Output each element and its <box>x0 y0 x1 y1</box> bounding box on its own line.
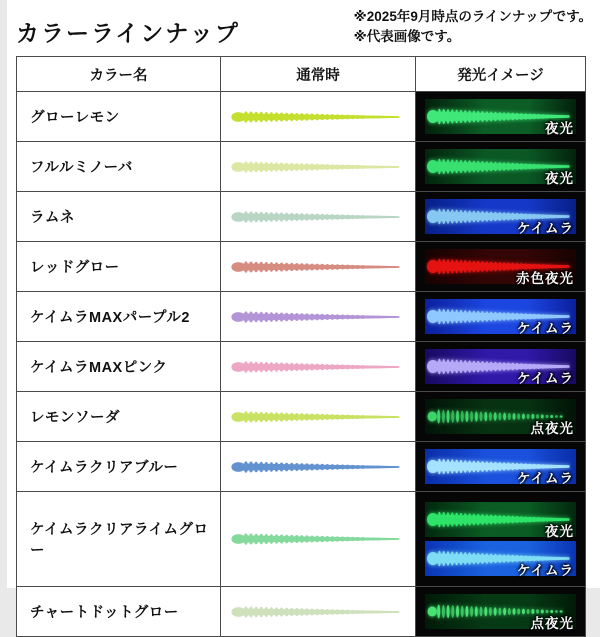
table-row <box>17 92 586 142</box>
table-row <box>17 442 586 492</box>
column-header-color-name: カラー名 <box>17 57 221 92</box>
lure-worm-graphic <box>229 304 407 330</box>
glow-photo <box>425 99 576 134</box>
glow-photo <box>425 249 576 284</box>
lure-worm-graphic <box>229 104 407 130</box>
page-header <box>7 0 600 48</box>
glow-image-cell <box>416 392 586 442</box>
table-header-row <box>17 57 586 92</box>
glow-type-label: ケイムラ <box>516 321 574 336</box>
table-row <box>17 142 586 192</box>
color-lineup-table <box>16 56 586 637</box>
color-name-cell: ラムネ <box>17 192 221 242</box>
color-name-cell: グローレモン <box>17 92 221 142</box>
notes-block <box>354 7 594 48</box>
normal-swatch-cell <box>221 442 416 492</box>
glow-type-label: 点夜光 <box>530 616 574 631</box>
glow-image-cell <box>416 342 586 392</box>
table-row <box>17 342 586 392</box>
lure-worm-graphic <box>229 354 407 380</box>
glow-image-cell <box>416 587 586 637</box>
table-row <box>17 492 586 587</box>
glow-type-label: 点夜光 <box>530 421 574 436</box>
note-line: ※2025年9月時点のラインナップです。 <box>353 9 592 24</box>
normal-swatch-cell <box>221 587 416 637</box>
lure-worm-graphic <box>229 204 407 230</box>
glow-photo <box>425 299 576 334</box>
normal-swatch-cell <box>221 92 416 142</box>
lure-worm-graphic <box>229 526 407 552</box>
glow-type-label: ケイムラ <box>516 563 574 578</box>
normal-swatch-cell <box>221 242 416 292</box>
normal-swatch-cell <box>221 292 416 342</box>
normal-swatch-cell <box>221 142 416 192</box>
page-title: カラーラインナップ <box>16 20 240 46</box>
glow-type-label: ケイムラ <box>516 371 574 386</box>
column-header-normal: 通常時 <box>221 57 416 92</box>
normal-swatch-cell <box>221 342 416 392</box>
glow-image-cell <box>416 92 586 142</box>
color-name-cell: フルルミノーバ <box>17 142 221 192</box>
glow-photo <box>425 349 576 384</box>
glow-type-label: ケイムラ <box>516 221 574 236</box>
glow-image-cell <box>416 292 586 342</box>
lure-worm-graphic <box>229 254 407 280</box>
color-name-cell: レッドグロー <box>17 242 221 292</box>
lure-worm-graphic <box>229 154 407 180</box>
normal-swatch-cell <box>221 392 416 442</box>
glow-image-cell <box>416 442 586 492</box>
table-row <box>17 587 586 637</box>
glow-image-cell <box>416 242 586 292</box>
glow-photo <box>425 149 576 184</box>
column-header-glow-image: 発光イメージ <box>416 57 586 92</box>
glow-photo <box>425 449 576 484</box>
color-name-cell: レモンソーダ <box>17 392 221 442</box>
normal-swatch-cell <box>221 492 416 587</box>
glow-type-label: 夜光 <box>545 171 574 186</box>
note-line: ※代表画像です。 <box>353 29 461 45</box>
glow-photo <box>425 399 576 434</box>
lure-worm-graphic <box>229 404 407 430</box>
content-panel <box>7 0 600 631</box>
glow-photo <box>425 199 576 234</box>
glow-type-label: ケイムラ <box>516 471 574 486</box>
glow-photo <box>425 502 576 537</box>
lure-worm-graphic <box>229 599 407 625</box>
glow-image-cell <box>416 492 586 587</box>
glow-image-cell <box>416 192 586 242</box>
table-body <box>17 92 586 637</box>
glow-type-label: 夜光 <box>545 524 574 539</box>
color-name-cell: ケイムラクリアブルー <box>17 442 221 492</box>
color-name-cell: ケイムラMAXピンク <box>17 342 221 392</box>
glow-photo <box>425 541 576 576</box>
table-row <box>17 192 586 242</box>
table-row <box>17 292 586 342</box>
color-name-cell: ケイムラMAXパープル2 <box>17 292 221 342</box>
glow-type-label: 赤色夜光 <box>516 271 574 286</box>
table-row <box>17 392 586 442</box>
color-name-cell: ケイムラクリアライムグロー <box>17 492 221 587</box>
glow-type-label: 夜光 <box>545 121 574 136</box>
glow-image-cell <box>416 142 586 192</box>
normal-swatch-cell <box>221 192 416 242</box>
lure-worm-graphic <box>229 454 407 480</box>
table-row <box>17 242 586 292</box>
color-name-cell: チャートドットグロー <box>17 587 221 637</box>
glow-photo <box>425 594 576 629</box>
